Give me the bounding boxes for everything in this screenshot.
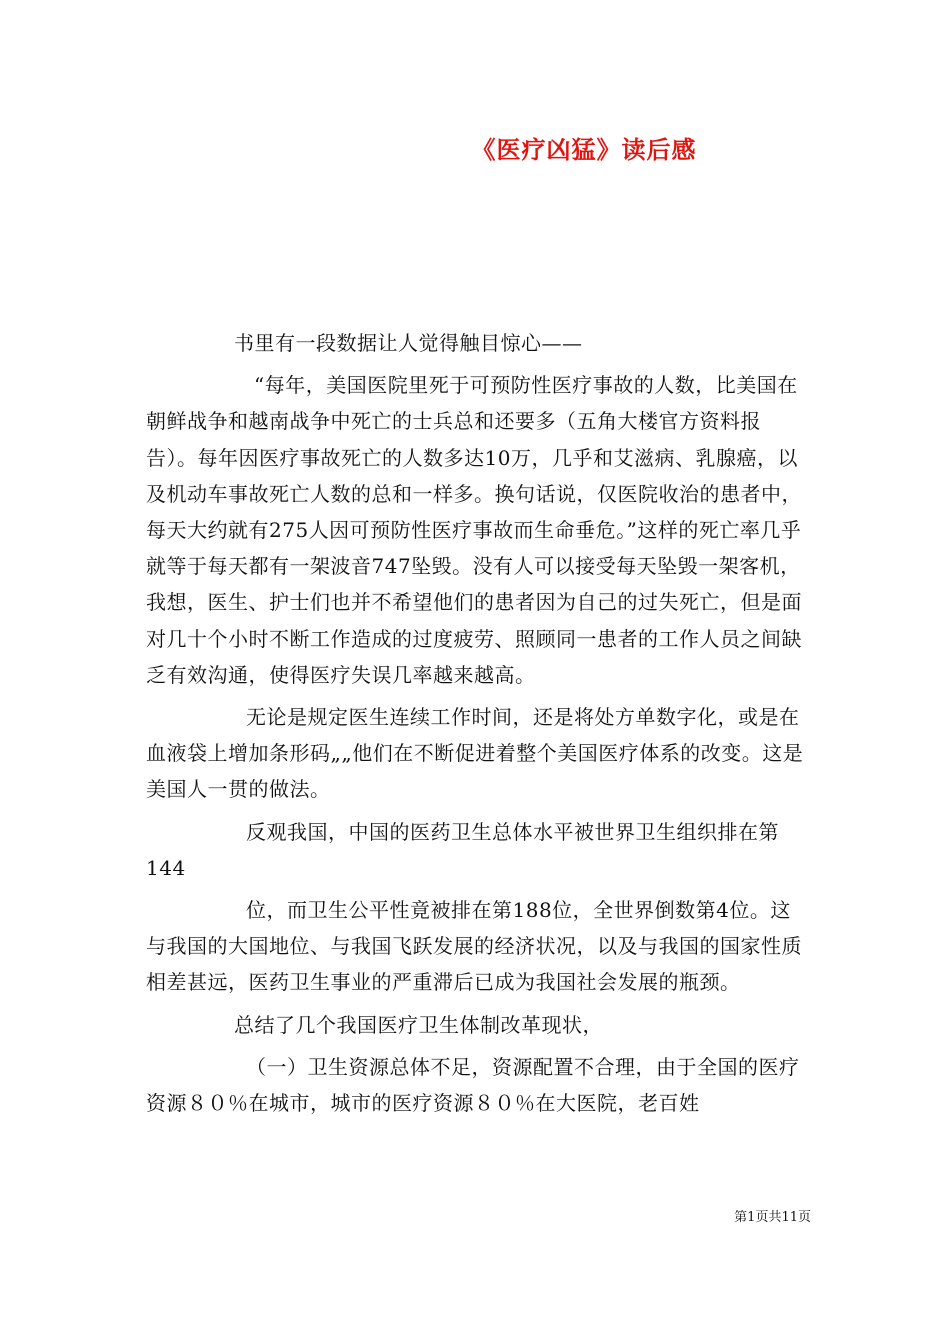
document-title: 《医疗凶猛》读后感 [471, 135, 697, 164]
paragraph: 无论是规定医生连续工作时间，还是将处方单数字化，或是在血液袋上增加条形码„„他们在不断促进着整个美国医疗体系的改变。这是美国人一贯的做法。 [146, 705, 804, 802]
paragraph: （一）卫生资源总体不足，资源配置不合理，由于全国的医疗资源８０％在城市，城市的医疗资源８０％在大医院，老百姓 [146, 1054, 800, 1116]
page-number: 第1页共11页 [734, 1210, 811, 1225]
paragraph: “每年，美国医院里死于可预防性医疗事故的人数，比美国在朝鲜战争和越南战争中死亡的士兵总和还要多（五角大楼官方资料报告）。每年因医疗事故死亡的人数多达10万，几乎和艾滋病、乳腺癌，以及机动车事故死亡人数的总和一样多。换句话说，仅医院收治的患者中，每天大约就有275人因可预防性医疗事故而生命垂危。”这样的死亡率几乎就等于每天都有一架波音747坠毁。没有人可以接受每天坠毁一架客机，我想，医生、护士们也并不希望他们的患者因为自己的过失死亡，但是面对几十个小时不断工作造成的过度疲劳、照顾同一患者的工作人员之间缺乏有效沟通，使得医疗失误几率越来越高。 [146, 373, 802, 687]
paragraph: 反观我国，中国的医药卫生总体水平被世界卫生组织排在第144 [146, 819, 779, 880]
paragraph: 总结了几个我国医疗卫生体制改革现状， [234, 1012, 603, 1037]
document-body [146, 325, 811, 1121]
paragraph: 书里有一段数据让人觉得触目惊心—— [234, 331, 583, 355]
paragraph: 位，而卫生公平性竟被排在第188位，全世界倒数第4位。这与我国的大国地位、与我国飞跃发展的经济状况，以及与我国的国家性质相差甚远，医药卫生事业的严重滞后已成为我国社会发展的瓶颈。 [146, 898, 802, 995]
